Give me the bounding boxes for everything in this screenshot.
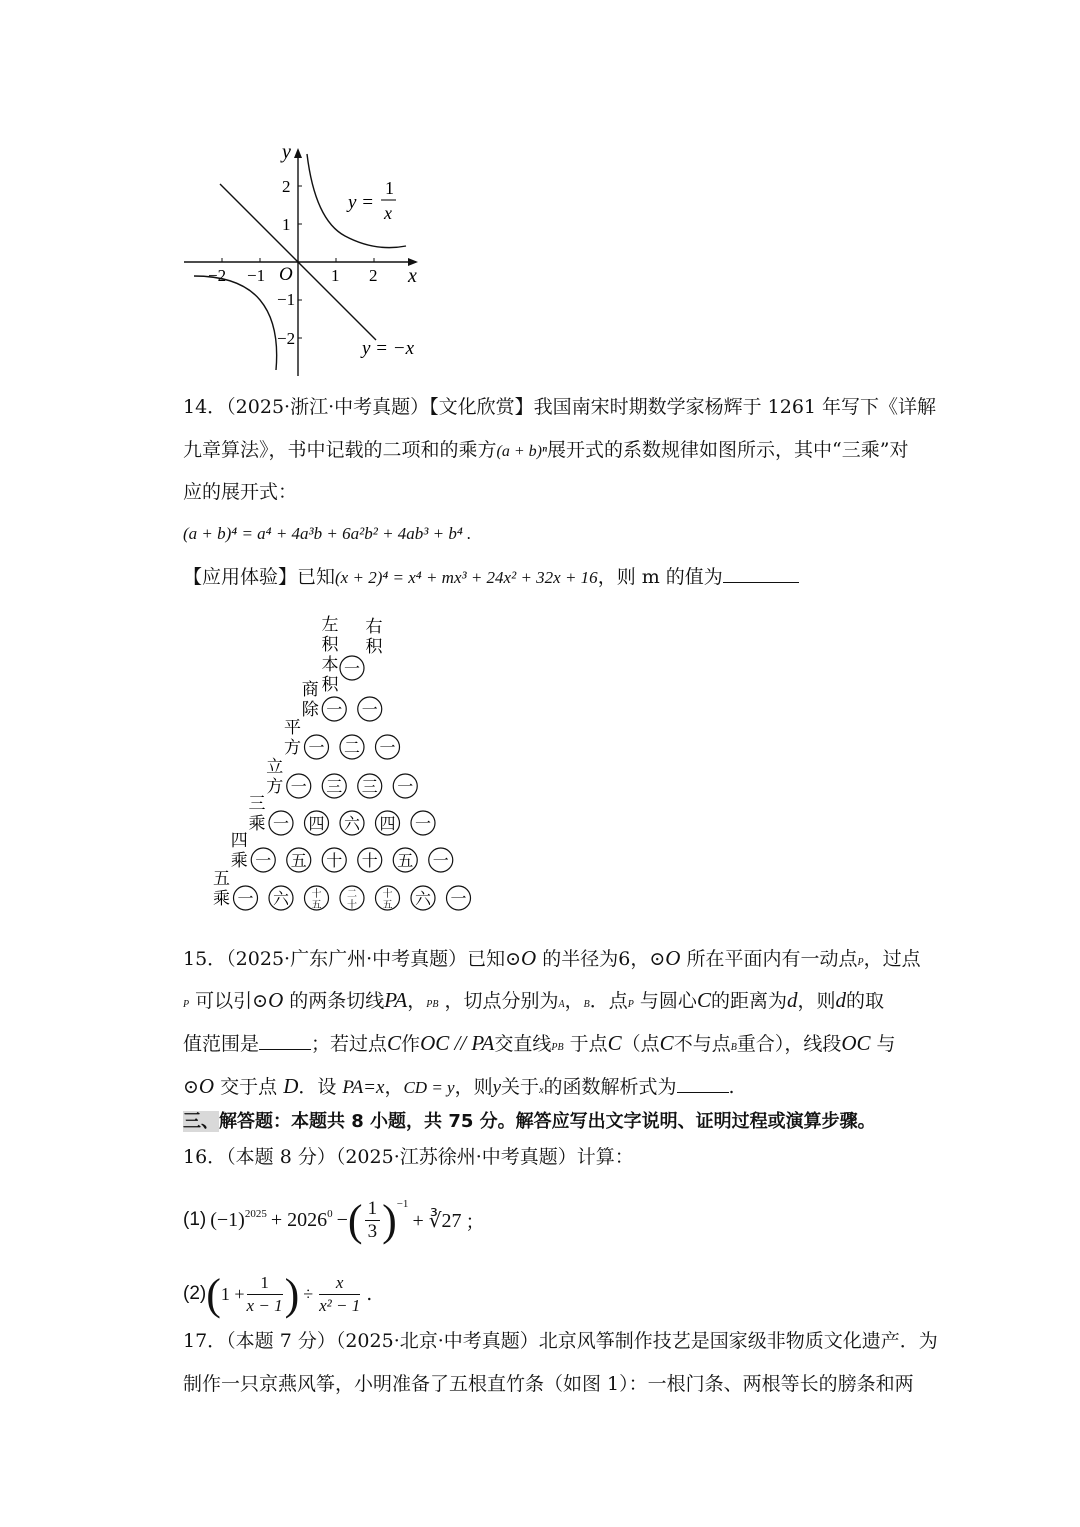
curve1-den: x <box>384 203 392 223</box>
q14-line3: 应的展开式： <box>183 481 298 503</box>
coefficient-value-bottom: 五 <box>311 900 322 911</box>
curve1-label: y = <box>348 192 375 213</box>
coefficient-value: 一 <box>290 779 307 796</box>
coefficient-value: 十 <box>361 853 378 870</box>
q17-line1: 17．（本题 7 分）（2025·北京·中考真题）北京风筝制作技艺是国家级非物质文化遗产．为 <box>183 1330 938 1352</box>
label-right-product <box>366 617 384 656</box>
origin-label: O <box>279 264 293 285</box>
row-label-char: 平 <box>284 718 301 737</box>
coefficient-value-bottom: 五 <box>382 900 393 911</box>
coefficient-value: 一 <box>379 740 396 757</box>
row-label <box>266 757 283 796</box>
q15-line3: 值范围是 ；若过点C作OC // PA交直线PB 于点C（点C不与点B重合），线段OC 与 <box>183 1031 896 1055</box>
label-left-product-char: 左 <box>321 615 339 634</box>
coefficient-value: 六 <box>414 891 432 908</box>
row-label-char: 三 <box>248 794 266 813</box>
row-label-char: 乘 <box>248 814 266 833</box>
row-label-char: 四 <box>230 831 248 850</box>
row-label-char: 除 <box>301 700 319 719</box>
coefficient-value: 五 <box>290 853 307 870</box>
row-label <box>213 869 230 908</box>
coefficient-value: 四 <box>308 816 325 833</box>
yang-hui-triangle <box>200 608 500 928</box>
q14-line1: 14．（2025·浙江·中考真题）【文化欣赏】我国南宋时期数学家杨辉于 1261 年写下《详解 <box>183 396 937 418</box>
label-right-product-char: 积 <box>365 637 383 656</box>
coefficient-value: 四 <box>379 816 396 833</box>
y-tick-label: −1 <box>277 290 296 309</box>
q16-part2: (2) ( 1 + $\frac{1}{x - 1}$ ) ÷ $\frac{x}{\text{x² − 1}}$ . <box>183 1269 373 1319</box>
coefficient-value-top: 二 <box>347 889 357 900</box>
coefficient-value: 二 <box>343 740 361 757</box>
section3-heading: 三、解答题：本题共 8 小题，共 75 分。解答应写出文字说明、证明过程或演算步骤。 <box>183 1111 876 1132</box>
row-label-char: 方 <box>266 777 284 796</box>
q14-line2: 九章算法》，书中记载的二项和的乘方(a + b)ⁿ展开式的系数规律如图所示，其中“三乘”对 <box>183 439 909 461</box>
coefficient-value: 一 <box>361 702 378 719</box>
function-graph <box>180 140 430 380</box>
x-tick-label: 2 <box>369 266 378 285</box>
q17-line2: 制作一只京燕风筝，小明准备了五根直竹条（如图 1）：一根门条、两根等长的膀条和两 <box>183 1373 914 1395</box>
answer-blank[interactable] <box>259 1033 311 1050</box>
label-left-product-char: 积 <box>321 675 339 694</box>
coefficient-value: 三 <box>361 779 378 796</box>
curve1-num: 1 <box>385 178 394 198</box>
row-label-char: 乘 <box>213 889 230 908</box>
coefficient-value: 六 <box>343 816 361 833</box>
row-label-char: 五 <box>213 869 230 888</box>
label-left-product <box>322 615 340 694</box>
coefficient-value: 一 <box>343 661 361 678</box>
label-left-product-char: 积 <box>321 635 339 654</box>
row-label-char: 商 <box>301 680 319 699</box>
coefficient-value: 一 <box>255 853 272 870</box>
coefficient-value: 十 <box>326 853 343 870</box>
coefficient-value-bottom: 十 <box>347 900 357 911</box>
coefficient-value: 一 <box>237 891 254 908</box>
coefficient-value: 六 <box>272 891 290 908</box>
coefficient-value-top: 十 <box>382 889 393 900</box>
coefficient-value: 一 <box>397 779 414 796</box>
q16-part1: (1) (−1) $^{2025}$ + 2026 $^0$ − ( $\frac{1}{3}$ ) $^{-1}$ + ∛27 ； <box>183 1195 485 1245</box>
coefficient-value: 一 <box>432 853 449 870</box>
coefficient-value: 五 <box>397 853 414 870</box>
curve2-label: y = −x <box>362 338 415 359</box>
y-tick-label: 1 <box>282 215 291 234</box>
y-tick-label: −2 <box>277 329 296 348</box>
coefficient-value: 一 <box>272 816 290 833</box>
label-right-product-char: 右 <box>365 617 383 636</box>
x-tick-label: −2 <box>208 266 227 285</box>
row-label-char: 方 <box>284 738 301 757</box>
q16-title: 16．（本题 8 分）（2025·江苏徐州·中考真题）计算： <box>183 1146 634 1168</box>
q15-line2: P 可以引⊙O 的两条切线PA，PB ，切点分别为A，B．点P 与圆心C的距离为d，则d的取 <box>183 988 884 1012</box>
y-axis-arrow <box>294 148 302 158</box>
label-left-product-char: 本 <box>321 655 339 674</box>
q15-line4: ⊙O 交于点 D．设 PA=x，CD = y，则y关于x的函数解析式为 . <box>183 1074 735 1098</box>
answer-blank[interactable] <box>723 564 799 583</box>
y-axis-label: y <box>282 141 291 163</box>
q14-formula: (a + b)⁴ = a⁴ + 4a³b + 6a²b² + 4ab³ + b⁴ . <box>183 524 472 543</box>
x-axis-label: x <box>408 265 417 287</box>
row-label <box>302 680 320 719</box>
q15-line1: 15．（2025·广东广州·中考真题）已知⊙O 的半径为6，⊙O 所在平面内有一动点P，过点 <box>183 946 921 970</box>
coefficient-value: 一 <box>450 891 467 908</box>
coefficient-value: 一 <box>308 740 325 757</box>
hyperbola-branch-q3 <box>194 276 277 370</box>
row-label-char: 乘 <box>230 851 248 870</box>
coefficient-value: 三 <box>326 779 343 796</box>
row-label <box>231 831 248 870</box>
coefficient-value: 一 <box>326 702 343 719</box>
row-label <box>284 718 301 757</box>
answer-blank[interactable] <box>677 1076 729 1093</box>
row-label <box>249 794 266 833</box>
coefficient-value-top: 十 <box>311 889 322 900</box>
coefficient-value: 一 <box>414 816 432 833</box>
x-tick-label: 1 <box>331 266 340 285</box>
q14-apply: 【应用体验】已知(x + 2)⁴ = x⁴ + mx³ + 24x² + 32x + 16，则 m 的值为 <box>183 563 799 592</box>
x-tick-label: −1 <box>247 266 266 285</box>
y-tick-label: 2 <box>282 177 291 196</box>
row-label-char: 立 <box>266 757 284 776</box>
